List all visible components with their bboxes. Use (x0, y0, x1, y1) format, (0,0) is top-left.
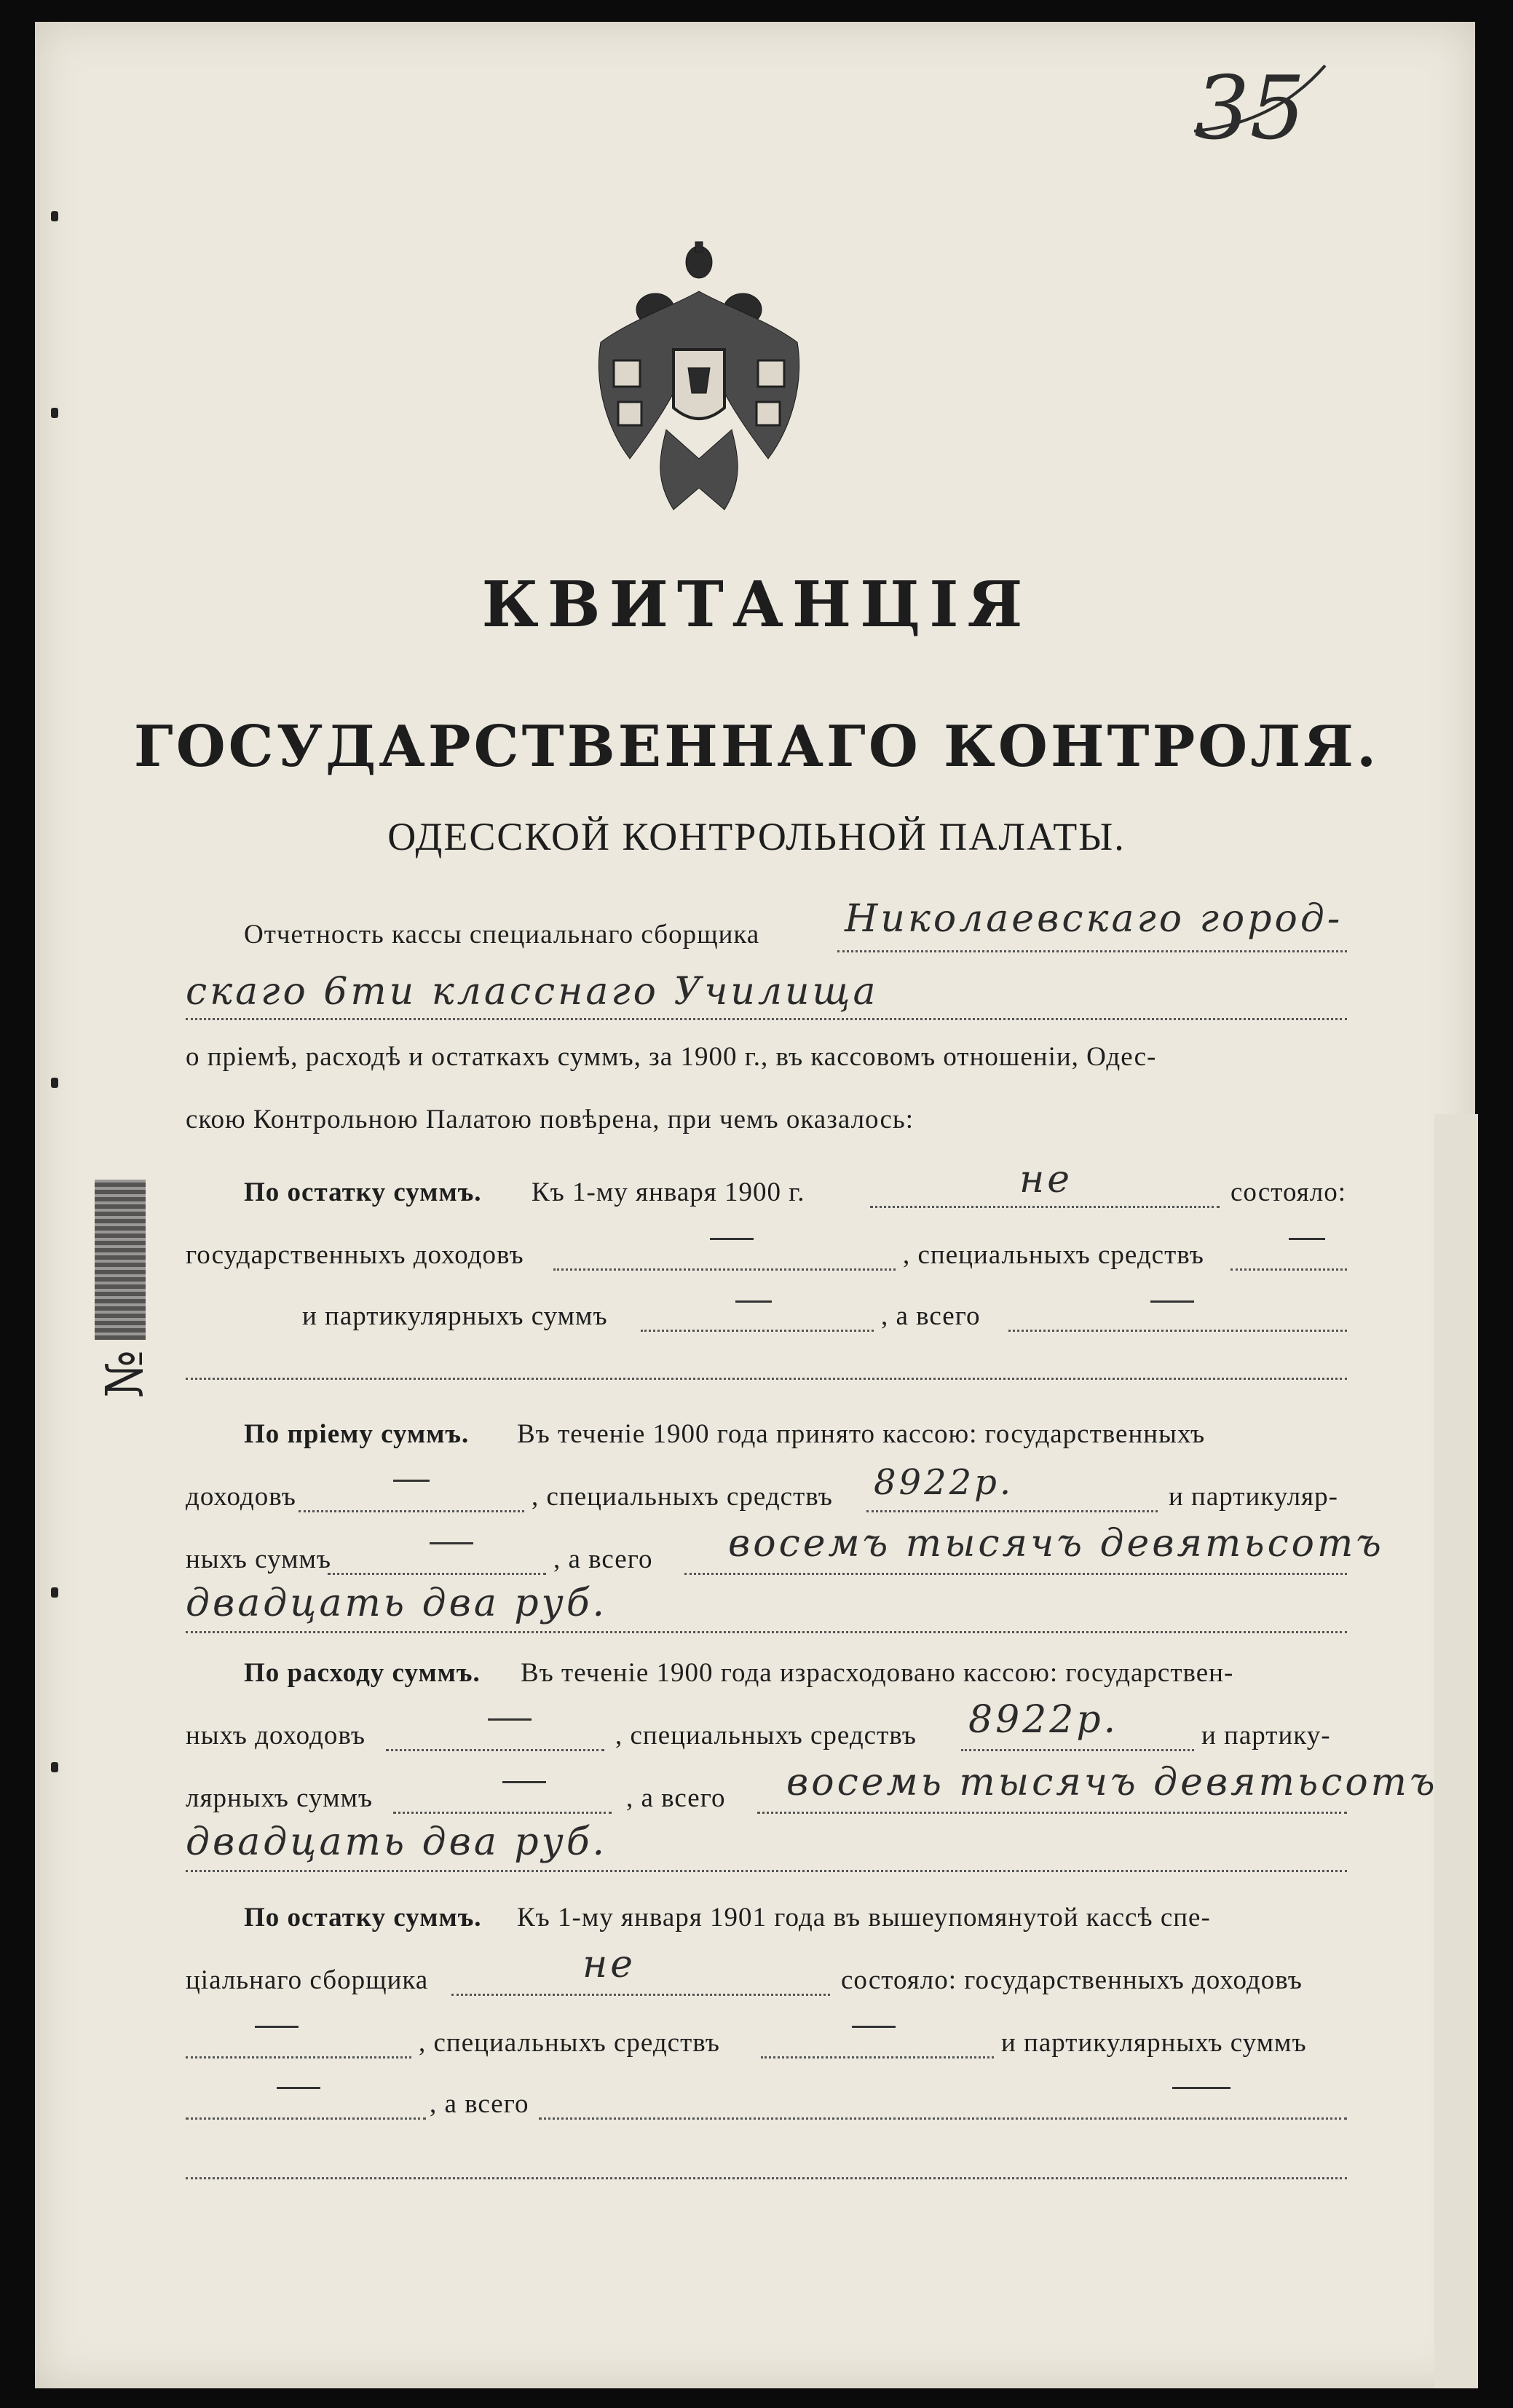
section-4-line-2b: состояло: государственныхъ доходовъ (841, 1965, 1303, 1995)
fill-in-line (553, 1268, 896, 1271)
folio-underline (1187, 51, 1332, 138)
folio-number: 35 (1194, 58, 1305, 159)
binding-hole (51, 1078, 58, 1088)
underlying-sheet-edge (1434, 1114, 1478, 2388)
handwritten-school-name-1: Николаевскаго город- (845, 897, 1343, 941)
dash-mark (393, 1480, 430, 1482)
section-2-line-2b: , специальныхъ средствъ (532, 1482, 833, 1512)
document-title: КВИТАНЦІЯ (481, 568, 1032, 642)
section-3-heading: По расходу суммъ. (244, 1658, 481, 1688)
handwritten-amount: 8922р. (968, 1698, 1119, 1742)
section-1-status: состояло: (1230, 1177, 1347, 1207)
handwritten-total-1: восемь тысячъ девятьсотъ (786, 1761, 1438, 1804)
section-2-line-3b: , а всего (553, 1544, 653, 1574)
handwritten-school-name-2: скаго 6ти класснаго Училища (186, 970, 879, 1014)
fill-in-line (299, 1510, 524, 1512)
section-2-line-2c: и партикуляр- (1169, 1482, 1338, 1512)
fill-in-line (684, 1573, 1347, 1575)
fill-in-line (186, 1018, 1347, 1020)
handwritten-total-2: двадцать два руб. (186, 1820, 608, 1864)
binding-hole (51, 1762, 58, 1772)
fill-in-line (641, 1330, 874, 1332)
fill-in-line (761, 2056, 994, 2058)
section-4-line-4: , а всего (430, 2089, 529, 2119)
fill-in-line (186, 2056, 411, 2058)
document-subtitle: ГОСУДАРСТВЕННАГО КОНТРОЛЯ. (133, 714, 1380, 780)
section-2-line-3: ныхъ суммъ (186, 1544, 332, 1574)
section-1-line-3: и партикулярныхъ суммъ (302, 1301, 608, 1331)
section-2-heading: По пріему суммъ. (244, 1419, 470, 1449)
section-2-line-2: доходовъ (186, 1482, 296, 1512)
dash-mark (488, 1718, 532, 1721)
fill-in-line (186, 1378, 1347, 1380)
section-3-line-2b: , специальныхъ средствъ (615, 1721, 917, 1750)
section-2-line-1: Въ теченіе 1900 года принято кассою: государственныхъ (517, 1419, 1206, 1449)
binding-hole (51, 211, 58, 221)
double-headed-eagle-emblem (586, 240, 812, 517)
section-4-heading: По остатку суммъ. (244, 1903, 482, 1933)
dash-mark (1150, 1300, 1194, 1303)
section-1-line-1: Къ 1-му января 1900 г. (532, 1177, 805, 1207)
fill-in-line (186, 2177, 1347, 2179)
handwritten-total-1: восемъ тысячъ девятьсотъ (728, 1522, 1384, 1566)
section-3-line-2: ныхъ доходовъ (186, 1721, 366, 1750)
section-4-line-2: ціальнаго сборщика (186, 1965, 429, 1995)
fill-in-line (1008, 1330, 1347, 1332)
dash-mark (1289, 1238, 1325, 1240)
fill-in-line (386, 1749, 604, 1751)
dash-mark (710, 1238, 754, 1240)
section-3-line-1: Въ теченіе 1900 года израсходовано кассою: государствен- (521, 1658, 1234, 1688)
fill-in-line (393, 1812, 612, 1814)
dash-mark (735, 1300, 772, 1303)
fill-in-line (757, 1812, 1347, 1814)
section-1-line-2b: , специальныхъ средствъ (903, 1240, 1204, 1270)
fill-in-line (186, 1631, 1347, 1633)
section-3-line-3b: , а всего (626, 1783, 726, 1813)
dash-mark (1172, 2087, 1230, 2089)
number-stamp (95, 1180, 146, 1340)
dash-mark (277, 2087, 320, 2089)
intro-line-1: Отчетность кассы специальнаго сборщика (244, 920, 760, 950)
section-3-line-3: лярныхъ суммъ (186, 1783, 374, 1813)
section-3-line-2c: и партику- (1201, 1721, 1331, 1750)
intro-line-2: о пріемѣ, расходѣ и остаткахъ суммъ, за 1900 г., въ кассовомъ отношеніи, Одес- (186, 1042, 1157, 1072)
section-1-line-2: государственныхъ доходовъ (186, 1240, 524, 1270)
fill-in-line (186, 1870, 1347, 1872)
handwritten-total-2: двадцать два руб. (186, 1582, 608, 1625)
section-1-line-3b: , а всего (881, 1301, 981, 1331)
handwritten-amount: 8922р. (874, 1462, 1014, 1503)
section-4-line-3b: и партикулярныхъ суммъ (1001, 2028, 1307, 2058)
dash-mark (852, 2026, 896, 2028)
section-4-line-1: Къ 1-му января 1901 года въ вышеупомянутой кассѣ спе- (517, 1903, 1211, 1933)
binding-hole (51, 1587, 58, 1598)
fill-in-line (866, 1510, 1158, 1512)
dash-mark (255, 2026, 299, 2028)
fill-in-line (328, 1573, 546, 1575)
fill-in-line (1230, 1268, 1347, 1271)
fill-in-line (186, 2117, 426, 2120)
fill-in-line (837, 950, 1347, 952)
fill-in-line (961, 1749, 1194, 1751)
chamber-name: ОДЕССКОЙ КОНТРОЛЬНОЙ ПАЛАТЫ. (387, 815, 1126, 858)
handwritten-value: не (582, 1943, 636, 1986)
section-4-line-3: , специальныхъ средствъ (419, 2028, 720, 2058)
handwritten-value: не (1019, 1158, 1073, 1201)
intro-line-3: скою Контрольною Палатою повѣрена, при чемъ оказалось: (186, 1105, 914, 1134)
fill-in-line (539, 2117, 1347, 2120)
fill-in-line (870, 1206, 1220, 1208)
registration-number-label: № (87, 1180, 153, 1456)
binding-hole (51, 408, 58, 418)
section-1-heading: По остатку суммъ. (244, 1177, 482, 1207)
dash-mark (502, 1781, 546, 1783)
dash-mark (430, 1542, 473, 1544)
fill-in-line (451, 1994, 830, 1996)
